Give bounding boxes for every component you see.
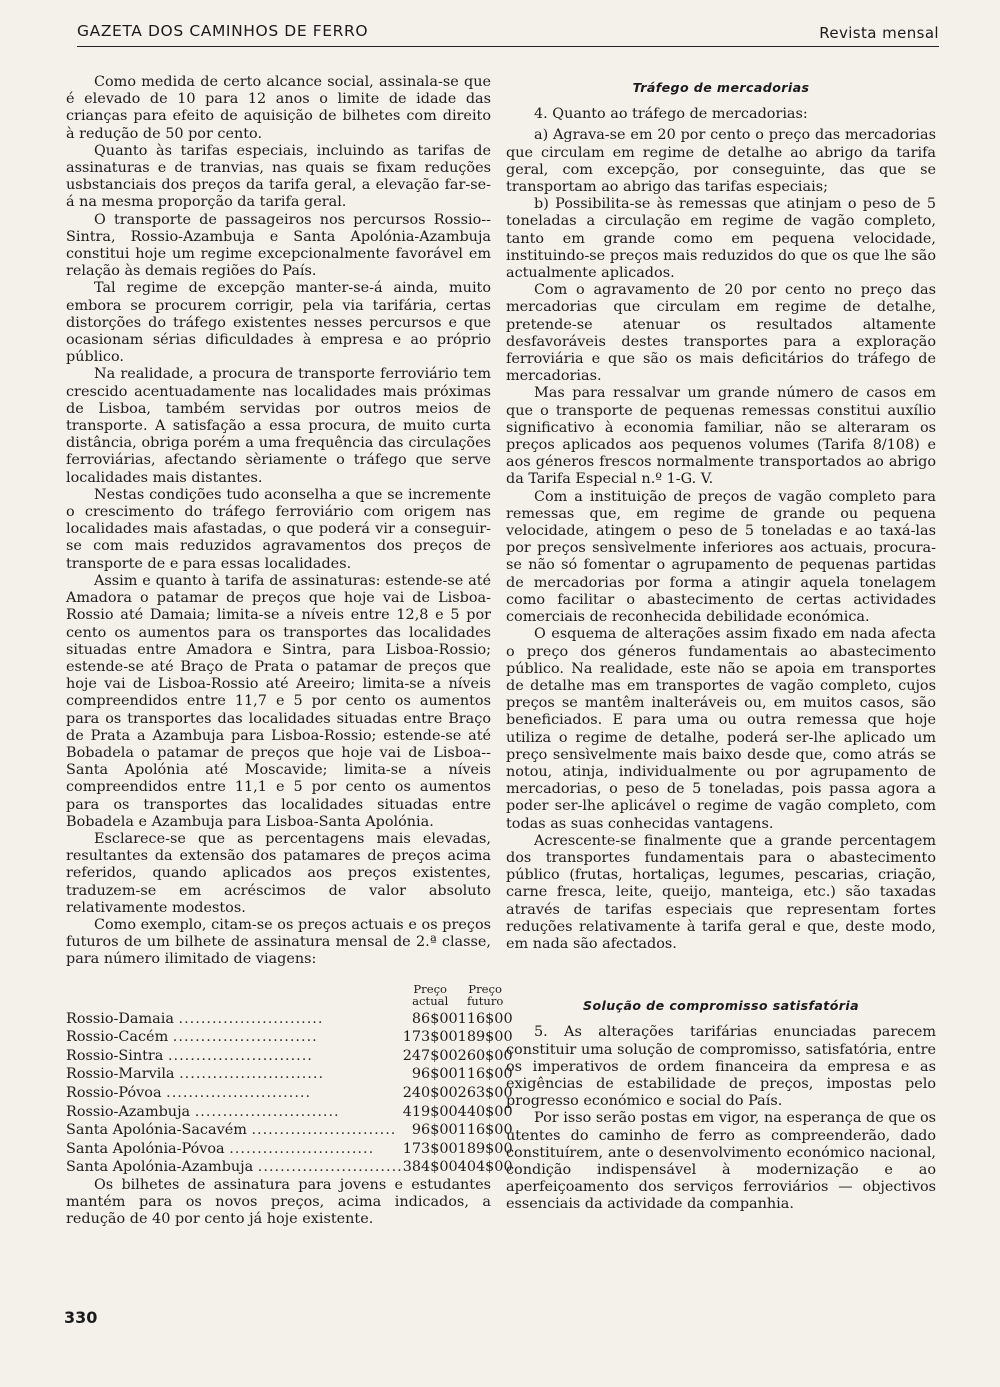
- future-price: 116$00: [457, 1066, 513, 1083]
- route-name: Santa Apolónia-Póvoa: [66, 1140, 225, 1157]
- paragraph: Mas para ressalvar um grande número de casos em que o transporte de pequenas remessas constitui auxílio significativo à economia familiar, não se alteraram os preços aplicados aos pequenos volumes (Tarifa 8/108) e aos géneros frescos normalmente transportados ao abrigo da Tarifa Especial n.º 1-G. V.: [506, 385, 936, 488]
- route-cell: [66, 1010, 403, 1029]
- route-name: Rossio-Póvoa: [66, 1084, 162, 1101]
- actual-price: 86$00: [411, 1010, 458, 1027]
- table-row: [66, 1065, 513, 1084]
- publication-subtitle: Revista mensal: [819, 24, 939, 42]
- table-row: [66, 1047, 513, 1066]
- left-column: [66, 74, 513, 1229]
- future-price: 440$00: [457, 1103, 513, 1120]
- paragraph: Como exemplo, citam-se os preços actuais e os preços futuros de um bilhete de assinatura mensal de 2.ª classe, para número ilimitado de viagens:: [66, 916, 491, 968]
- route-column-header: [66, 983, 403, 1010]
- dot-leader: ..........................: [179, 1066, 325, 1083]
- route-cell: [66, 1047, 403, 1066]
- actual-price: 96$00: [411, 1066, 458, 1083]
- route-cell: [66, 1140, 403, 1159]
- actual-price: 247$00: [402, 1047, 458, 1064]
- price-table-header: [66, 983, 513, 1010]
- right-column: [506, 79, 936, 1214]
- table-row: [66, 1121, 513, 1140]
- route-cell: [66, 1084, 403, 1103]
- actual-price: 96$00: [411, 1122, 458, 1139]
- route-name: Rossio-Damaia: [66, 1010, 174, 1027]
- running-header: [77, 20, 939, 47]
- route-name: Rossio-Azambuja: [66, 1103, 191, 1120]
- table-row: [66, 1010, 513, 1029]
- closing-paragraph: Os bilhetes de assinatura para jovens e estudantes mantém para os novos preços, acima indicados, a redução de 40 por cento já hoje existente.: [66, 1176, 491, 1228]
- future-price: 189$00: [457, 1140, 513, 1157]
- dot-leader: ..........................: [172, 1029, 318, 1046]
- column-header-actual: Preço actual: [412, 981, 449, 1009]
- route-name: Santa Apolónia-Azambuja: [66, 1159, 254, 1176]
- route-cell: [66, 1065, 403, 1084]
- table-row: [66, 1140, 513, 1159]
- price-table: [66, 983, 513, 1177]
- future-price: 404$00: [457, 1159, 513, 1176]
- paragraph: Por isso serão postas em vigor, na esperança de que os utentes do caminho de ferro as compreenderão, dado constituírem, ante o desenvolvimento económico nacional, condição indispensável à modernização e ao aperfeiçoamento dos serviços ferroviários — objectivos essenciais da actividade da companhia.: [506, 1110, 936, 1213]
- paragraph: 4. Quanto ao tráfego de mercadorias:: [534, 106, 808, 123]
- section-heading-freight: Tráfego de mercadorias: [632, 80, 810, 95]
- table-row: [66, 1103, 513, 1122]
- actual-price: 419$00: [402, 1103, 458, 1120]
- actual-price: 384$00: [402, 1159, 458, 1176]
- paragraph: Na realidade, a procura de transporte ferroviário tem crescido acentuadamente nas localidades mais próximas de Lisboa, também servidas por outros meios de transporte. A satisfação a essa procura, de muito curta distância, obriga porém a uma frequência das circulações ferroviárias, afectando sèriamente o tráfego que serve localidades mais distantes.: [66, 366, 491, 486]
- table-row: [66, 1158, 513, 1177]
- route-cell: [66, 1103, 403, 1122]
- route-cell: [66, 1028, 403, 1047]
- paragraph: 5. As alterações tarifárias enunciadas parecem constituir uma solução de compromisso, satisfatória, entre os imperativos de ordem financeira da empresa e as exigências de estabilidade de preços, impostas pelo progresso económico e social do País.: [506, 1024, 936, 1110]
- route-cell: [66, 1121, 403, 1140]
- paragraph: O esquema de alterações assim fixado em nada afecta o preço dos géneros fundamentais ao abastecimento público. Na realidade, este não se apoia em transportes de detalhe mas em transportes de vagão completo, cujos preços se mantêm inalteráveis ou, em muitos casos, são beneficiados. E para uma ou outra remessa que hoje utiliza o regime de detalhe, poderá ser-lhe aplicado um preço sensìvelmente mais baixo desde que, como atrás se notou, atinja, individualmente ou por agrupamento de mercadorias, o peso de 5 toneladas, pois passa agora a poder ser-lhe aplicável o regime de vagão completo, com todas as suas conhecidas vantagens.: [506, 626, 936, 832]
- route-name: Santa Apolónia-Sacavém: [66, 1122, 247, 1139]
- section-heading-compromise: Solução de compromisso satisfatória: [582, 998, 860, 1014]
- future-price: 116$00: [457, 1010, 513, 1027]
- actual-price: 173$00: [402, 1140, 458, 1157]
- route-cell: [66, 1158, 403, 1177]
- paragraph: Tal regime de excepção manter-se-á ainda, muito embora se procurem corrigir, pela via tarifária, certas distorções do tráfego existentes nesses percursos e que ocasionam sérias dificuldades à empresa e ao próprio público.: [66, 280, 491, 366]
- paragraph: a) Agrava-se em 20 por cento o preço das mercadorias que circulam em regime de detalhe ao abrigo da tarifa geral, com excepção, por conseguinte, das que se transportam ao abrigo das tarifas especiais;: [506, 127, 936, 196]
- paragraph: b) Possibilita-se às remessas que atinjam o peso de 5 toneladas a circulação em regime de vagão completo, tanto em grande como em pequena velocidade, instituindo-se preços mais reduzidos do que os que lhe são actualmente aplicados.: [506, 196, 936, 282]
- future-price: 116$00: [457, 1122, 513, 1139]
- paragraph: Com a instituição de preços de vagão completo para remessas que, em regime de grande ou pequena velocidade, atingem o peso de 5 toneladas e ao taxá-las por preços sensìvelmente inferiores aos actuais, procura-se não só fomentar o agrupamento de pequenas partidas de mercadorias por forma a atingir aquela tonelagem como facilitar o abastecimento de certas actividades comerciais de reconhecida debilidade económica.: [506, 488, 936, 626]
- future-price: 263$00: [457, 1084, 513, 1101]
- paragraph: Esclarece-se que as percentagens mais elevadas, resultantes da extensão dos patamares de preços acima referidos, quando aplicados aos preços existentes, traduzem-se em acréscimos de valor absoluto relativamente modestos.: [66, 830, 491, 916]
- actual-price: 240$00: [402, 1084, 458, 1101]
- paragraph: O transporte de passageiros nos percursos Rossio--Sintra, Rossio-Azambuja e Santa Apolónia-Azambuja constitui hoje um regime excepcionalmente favorável em relação às demais regiões do País.: [66, 211, 491, 280]
- paragraph: Assim e quanto à tarifa de assinaturas: estende-se até Amadora o patamar de preços que hoje vai de Lisboa-Rossio até Damaia; limita-se a níveis entre 12,8 e 5 por cento os aumentos para os transportes das localidades situadas entre Amadora e Sintra, para Lisboa-Rossio; estende-se até Braço de Prata o patamar de preços que hoje vai de Lisboa-Rossio até Areeiro; limita-se a níveis compreendidos entre 11,7 e 5 por cento os aumentos para os transportes das localidades situadas entre Braço de Prata a Azambuja para Lisboa-Rossio; estende-se até Bobadela o patamar de preços que hoje vai de Lisboa--Santa Apolónia até Moscavide; limita-se a níveis compreendidos entre 11,1 e 5 por cento os aumentos para os transportes das localidades situadas entre Bobadela e Azambuja para Lisboa-Santa Apolónia.: [66, 572, 491, 830]
- route-name: Rossio-Cacém: [66, 1029, 169, 1046]
- paragraph: Como medida de certo alcance social, assinala-se que é elevado de 10 para 12 anos o limite de idade das crianças para efeito de aquisição de bilhetes com direito à redução de 50 por cento.: [66, 74, 491, 142]
- dot-leader: ..........................: [194, 1103, 340, 1120]
- paragraph: Com o agravamento de 20 por cento no preço das mercadorias que circulam em regime de detalhe, pretende-se atenuar os resultados altamente desfavoráveis destes transportes para a exploração ferroviária e que são os mais deficitários do tráfego de mercadorias.: [506, 282, 936, 385]
- dot-leader: ..........................: [257, 1159, 403, 1176]
- paragraph: Acrescente-se finalmente que a grande percentagem dos transportes fundamentais para o abastecimento público (frutas, hortaliças, legumes, pescarias, criação, carne fresca, leite, queijo, manteiga, etc.) são taxadas através de tarifas especiais que representam fortes reduções relativamente à tarifa geral e que, deste modo, em nada são afectados.: [506, 832, 936, 952]
- publication-title: GAZETA DOS CAMINHOS DE FERRO: [77, 22, 369, 40]
- actual-price: 173$00: [402, 1029, 458, 1046]
- dot-leader: ..........................: [229, 1140, 375, 1157]
- dot-leader: ..........................: [167, 1047, 313, 1064]
- route-name: Rossio-Sintra: [66, 1047, 164, 1064]
- paragraph: Quanto às tarifas especiais, incluindo as tarifas de assinaturas e de tranvias, nas quais se fixam reduções usbstanciais dos preços da tarifa geral, a elevação far-se-á na mesma proporção da tarifa geral.: [66, 142, 491, 211]
- page-number: 330: [64, 1308, 98, 1327]
- dot-leader: ..........................: [178, 1010, 324, 1027]
- route-name: Rossio-Marvila: [66, 1066, 175, 1083]
- future-price: 189$00: [457, 1029, 513, 1046]
- paragraph: Nestas condições tudo aconselha a que se incremente o crescimento do tráfego ferroviário com origem nas localidades mais afastadas, o que poderá vir a conseguir-se com mais reduzidos agravamentos dos preços de transporte de e para essas localidades.: [66, 486, 491, 572]
- table-row: [66, 1084, 513, 1103]
- column-header-future: Preço futuro: [466, 981, 504, 1009]
- dot-leader: ..........................: [251, 1122, 397, 1139]
- table-row: [66, 1028, 513, 1047]
- future-price: 260$00: [457, 1047, 513, 1064]
- dot-leader: ..........................: [166, 1084, 312, 1101]
